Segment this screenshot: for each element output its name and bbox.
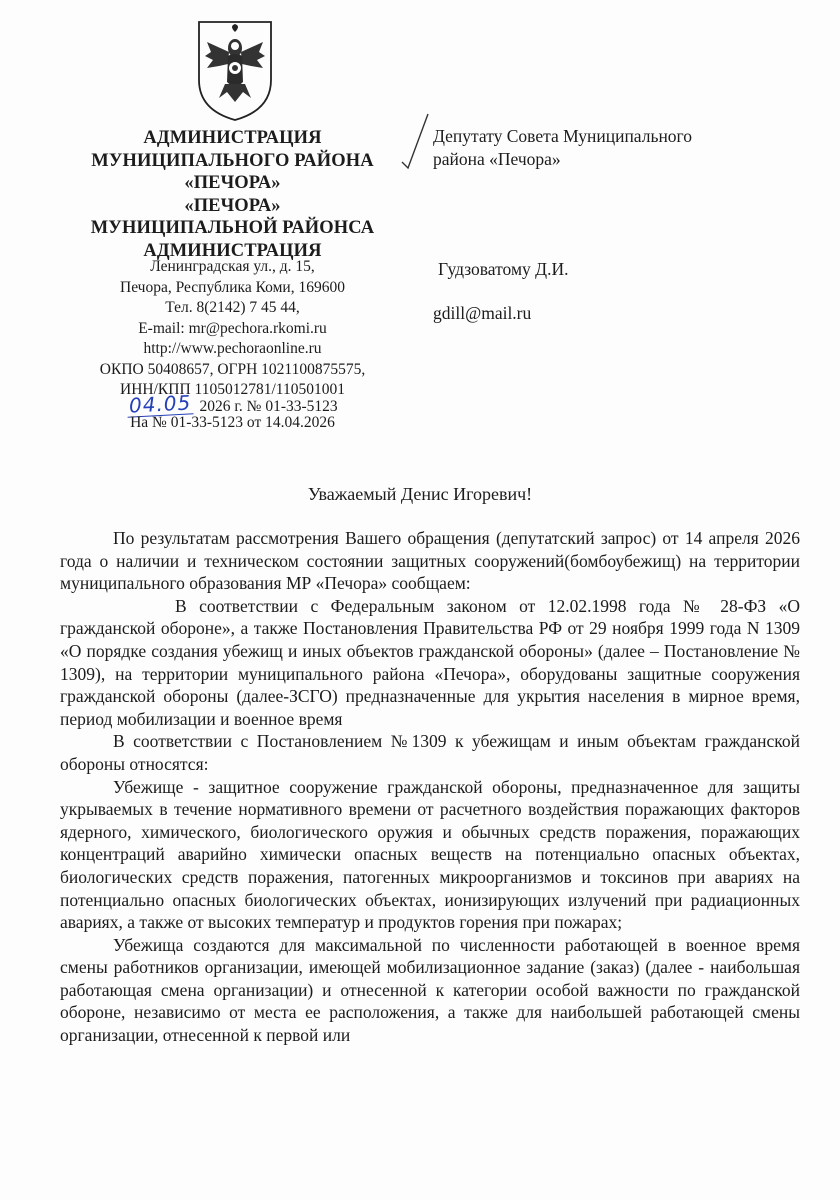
address-line: Тел. 8(2142) 7 45 44, bbox=[165, 299, 300, 316]
body-paragraph: В соответствии с Постановлением №1309 к убежищам и иным объектам гражданской обороны относятся: bbox=[60, 731, 800, 774]
body-paragraph: Убежище - защитное сооружение гражданской обороны, предназначенное для защиты укрываемых в течение нормативного времени от расчетного воздействия поражающих факторов ядерного, химического, биологического оружия и обычных средств поражения, поражающих концентраций аварийно химически опасных веществ на потенциально опасных объектах, биологических средств поражения, патогенных микроорганизмов и токсинов при авариях на потенциально опасных биологических объектах, ионизирующих излучений при радиационных авариях, а также от высоких температур и продуктов горения при пожарах; bbox=[60, 776, 800, 933]
checkmark-icon bbox=[400, 110, 430, 170]
recipient-line: Депутату Совета Муниципального bbox=[433, 126, 693, 146]
address-line: Ленинградская ул., д. 15, bbox=[150, 258, 315, 275]
address-line: ИНН/КПП 1105012781/110501001 bbox=[120, 381, 345, 398]
body-paragraph: Убежища создаются для максимальной по численности работающей в военное время смены работников организации, имеющей мобилизационное задание (заказ) (далее - наибольшая работающая смена организации) и отнесенной к категории особой важности по гражданской обороне, независимо от места ее расположения, а также для наибольшей работающей смены организации, отнесенной к первой или bbox=[60, 934, 800, 1046]
address-line: http://www.pechoraonline.ru bbox=[143, 340, 322, 357]
org-line: МУНИЦИПАЛЬНОЙ РАЙОНСА bbox=[90, 218, 375, 238]
salutation: Уважаемый Денис Игоревич! bbox=[307, 484, 533, 504]
org-line: АДМИНИСТРАЦИЯ bbox=[143, 128, 322, 148]
organization-address bbox=[60, 257, 405, 401]
org-line: «ПЕЧОРА» bbox=[184, 173, 281, 193]
recipient-line: района «Печора» bbox=[433, 149, 561, 169]
address-line: ОКПО 50408657, ОГРН 1021100875575, bbox=[99, 360, 366, 378]
coat-of-arms-emblem bbox=[195, 18, 275, 122]
org-line: «ПЕЧОРА» bbox=[184, 195, 281, 216]
recipient-title bbox=[433, 125, 692, 171]
address-line: E-mail: mr@pechora.rkomi.ru bbox=[138, 319, 327, 337]
body-paragraph: В соответствии с Федеральным законом от 12.02.1998 года № 28-ФЗ «О гражданской обороне», а также Постановления Правительства РФ от 29 ноября 1999 года N 1309 «О порядке создания убежищ и иных объектов гражданской обороны» (далее – Постановление № 1309), на территории муниципального района «Печора», оборудованы защитные сооружения гражданской обороны (далее-ЗСГО) предназначенные для укрытия населения в мирное время, период мобилизации и военное время bbox=[60, 595, 800, 729]
org-line: АДМИНИСТРАЦИЯ bbox=[143, 240, 322, 261]
recipient-email: gdill@mail.ru bbox=[433, 303, 532, 323]
org-line: МУНИЦИПАЛЬНОГО РАЙОНА bbox=[91, 150, 374, 171]
body-paragraph: По результатам рассмотрения Вашего обращения (депутатский запрос) от 14 апреля 2026 года о наличии и техническом состоянии защитных сооружений(бомбоубежищ) на территории муниципального образования МР «Печора» сообщаем: bbox=[60, 528, 800, 594]
handwritten-date: 04.05 bbox=[128, 390, 193, 418]
registration-number: 2026 г. № 01-33-5123 bbox=[199, 398, 338, 415]
address-line: Печора, Республика Коми, 169600 bbox=[120, 278, 345, 296]
letter-body bbox=[60, 527, 800, 1047]
reference-line: На № 01-33-5123 от 14.04.2026 bbox=[130, 414, 335, 431]
organization-name bbox=[60, 127, 405, 262]
recipient-name: Гудзоватому Д.И. bbox=[438, 259, 569, 279]
